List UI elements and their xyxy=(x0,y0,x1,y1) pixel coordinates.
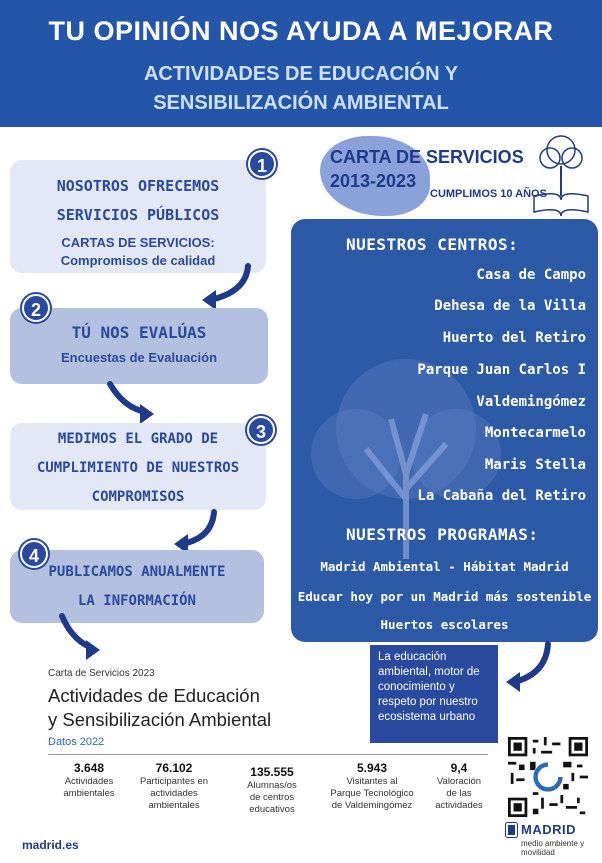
step-3-number: 3 xyxy=(247,416,275,444)
stat-label: Valoración xyxy=(436,776,482,787)
stat-item xyxy=(234,766,310,816)
stat-item xyxy=(132,762,216,812)
step-1-sub-1: CARTAS DE SERVICIOS: xyxy=(61,235,215,250)
step-1-card xyxy=(10,160,266,273)
step-2-card xyxy=(10,308,268,384)
step-2-heading: TÚ NOS EVALÚAS xyxy=(71,323,207,342)
stat-value: 76.102 xyxy=(155,761,193,775)
centro-item: Huerto del Retiro xyxy=(442,330,586,346)
carta-line-1: CARTA DE SERVICIOS xyxy=(330,147,524,167)
header-banner xyxy=(0,0,602,127)
step-1-heading-2: SERVICIOS PÚBLICOS xyxy=(56,206,220,224)
stat-label: de las xyxy=(446,788,472,799)
carta-title xyxy=(330,145,524,193)
stat-label: Parque Tecnológico xyxy=(330,788,414,799)
stat-label: Actividades xyxy=(64,776,114,787)
step-4-heading-1: PUBLICAMOS ANUALMENTE xyxy=(48,564,226,580)
stat-item xyxy=(54,762,124,800)
programa-item: Madrid Ambiental - Hábitat Madrid xyxy=(320,559,569,574)
stat-label: ambientales xyxy=(148,800,200,811)
centros-title: NUESTROS CENTROS: xyxy=(346,235,519,254)
stat-value: 9,4 xyxy=(450,761,468,775)
curved-arrow-icon xyxy=(500,640,556,696)
stats-title-2: y Sensibilización Ambiental xyxy=(48,709,272,730)
stat-label: de Valdemingómez xyxy=(331,800,413,811)
brand-sub-1: medio ambiente y xyxy=(521,839,585,848)
programas-title: NUESTROS PROGRAMAS: xyxy=(346,525,539,544)
stats-label: Carta de Servicios 2023 xyxy=(48,668,155,679)
curved-arrow-icon xyxy=(56,610,106,662)
tree-book-icon xyxy=(526,130,596,218)
step-4-heading-2: LA INFORMACIÓN xyxy=(77,593,196,609)
step-3-heading-3: COMPROMISOS xyxy=(91,489,185,505)
stats-title-1: Actividades de Educación xyxy=(48,685,260,706)
stat-label: ambientales xyxy=(63,788,115,799)
centro-item: Parque Juan Carlos I xyxy=(417,362,586,378)
step-3-card xyxy=(10,423,266,510)
centro-item: Casa de Campo xyxy=(476,267,586,283)
stat-label: Alumnas/os xyxy=(247,780,297,791)
curved-arrow-icon xyxy=(104,378,159,428)
subtitle-line-2: SENSIBILIZACIÓN AMBIENTAL xyxy=(153,92,449,114)
centro-item: Dehesa de la Villa xyxy=(434,298,586,314)
stats-title xyxy=(48,684,271,732)
stat-value: 5.943 xyxy=(356,761,388,775)
subtitle-line-1: ACTIVIDADES DE EDUCACIÓN Y xyxy=(143,63,459,85)
step-3-heading-2: CUMPLIMIENTO DE NUESTROS xyxy=(36,460,240,476)
programa-item: Educar hoy por un Madrid más sostenible xyxy=(297,589,592,604)
stat-label: educativos xyxy=(249,804,295,815)
brand-sub-2: movilidad xyxy=(521,848,555,857)
centro-item: Montecarmelo xyxy=(484,425,586,441)
stat-value: 3.648 xyxy=(73,761,105,775)
stat-label: de centros xyxy=(249,792,295,803)
website-link[interactable]: madrid.es xyxy=(22,838,79,852)
centro-item: La Cabaña del Retiro xyxy=(417,488,586,504)
centros-panel xyxy=(291,219,598,642)
madrid-brand-sub xyxy=(521,839,584,857)
anniversary-badge: CUMPLIMOS 10 AÑOS xyxy=(430,188,547,200)
step-4-number: 4 xyxy=(20,540,48,568)
centro-item: Valdemingómez xyxy=(476,394,586,410)
step-3-heading-1: MEDIMOS EL GRADO DE xyxy=(57,431,219,447)
stat-label: Participantes en xyxy=(139,776,209,787)
stat-label: actividades xyxy=(150,788,198,799)
step-2-sub: Encuestas de Evaluación xyxy=(60,350,218,365)
centro-item: Maris Stella xyxy=(484,457,586,473)
stat-value: 135.555 xyxy=(250,765,294,779)
madrid-logo-icon xyxy=(505,822,518,838)
stat-label: Visitantes al xyxy=(346,776,398,787)
programa-item: Huertos escolares xyxy=(380,617,509,632)
divider xyxy=(48,754,488,755)
stat-item xyxy=(322,762,422,812)
madrid-brand: MADRID xyxy=(521,822,576,837)
page-subtitle xyxy=(0,60,602,118)
stats-sub: Datos 2022 xyxy=(48,736,105,748)
step-4-card xyxy=(10,550,264,623)
qr-code-icon xyxy=(508,737,588,817)
step-1-heading-1: NOSOTROS OFRECEMOS xyxy=(56,177,220,195)
stat-label: actividades xyxy=(435,800,483,811)
stat-item xyxy=(426,762,492,812)
curved-arrow-icon xyxy=(196,262,256,312)
quote-box: La educación ambiental, motor de conocimiento y respeto por nuestro ecosistema urbano xyxy=(370,645,498,743)
step-1-sub-2: Compromisos de calidad xyxy=(60,253,216,268)
step-1-number: 1 xyxy=(248,150,276,178)
step-2-number: 2 xyxy=(22,294,50,322)
page-title: TU OPINIÓN NOS AYUDA A MEJORAR xyxy=(48,16,554,46)
carta-line-2: 2013-2023 xyxy=(330,171,417,191)
